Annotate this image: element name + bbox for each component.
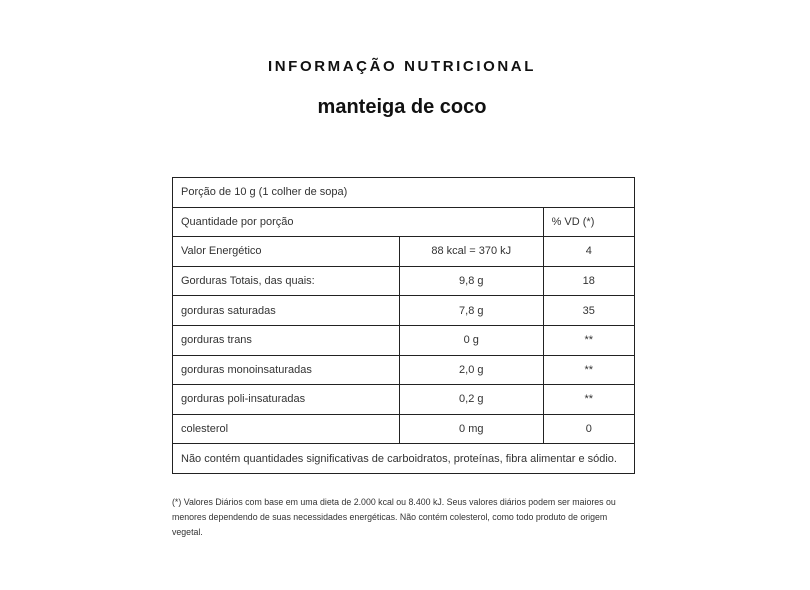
quantity-header: Quantidade por porção (173, 207, 544, 237)
nutrient-amount: 88 kcal = 370 kJ (399, 237, 543, 267)
nutrient-amount: 0 mg (399, 414, 543, 444)
nutrient-vd: 0 (543, 414, 634, 444)
nutrient-label: gorduras trans (173, 325, 400, 355)
nutrient-vd: ** (543, 385, 634, 415)
serving-row (173, 178, 635, 208)
table-row (173, 385, 635, 415)
note-row (173, 444, 635, 474)
table-row (173, 237, 635, 267)
nutrient-label: gorduras poli-insaturadas (173, 385, 400, 415)
product-name: manteiga de coco (317, 96, 487, 118)
nutrient-vd: ** (543, 325, 634, 355)
nutrient-label: gorduras monoinsaturadas (173, 355, 400, 385)
nutrient-vd: 18 (543, 266, 634, 296)
table-row (173, 296, 635, 326)
nutrient-label: Valor Energético (173, 237, 400, 267)
header-row (173, 207, 635, 237)
nutrient-amount: 0,2 g (399, 385, 543, 415)
table-note: Não contém quantidades significativas de carboidratos, proteínas, fibra alimentar e sódio. (173, 444, 635, 474)
serving-size: Porção de 10 g (1 colher de sopa) (173, 178, 635, 208)
nutrient-vd: ** (543, 355, 634, 385)
table-row (173, 414, 635, 444)
nutrient-amount: 9,8 g (399, 266, 543, 296)
nutrition-table (172, 177, 635, 474)
nutrient-label: gorduras saturadas (173, 296, 400, 326)
nutrient-label: colesterol (173, 414, 400, 444)
vd-header: % VD (*) (543, 207, 634, 237)
table-row (173, 355, 635, 385)
table-row (173, 325, 635, 355)
nutrient-amount: 2,0 g (399, 355, 543, 385)
table-row (173, 266, 635, 296)
nutrient-vd: 35 (543, 296, 634, 326)
nutrient-label: Gorduras Totais, das quais: (173, 266, 400, 296)
nutrient-amount: 0 g (399, 325, 543, 355)
footnote: (*) Valores Diários com base em uma dieta de 2.000 kcal ou 8.400 kJ. Seus valores diários podem ser maiores ou menores dependendo de suas necessidades energéticas. Não contém colesterol, como todo produto de origem vegetal. (172, 497, 616, 537)
page-title: INFORMAÇÃO NUTRICIONAL (267, 58, 536, 75)
nutrient-vd: 4 (543, 237, 634, 267)
nutrient-amount: 7,8 g (399, 296, 543, 326)
